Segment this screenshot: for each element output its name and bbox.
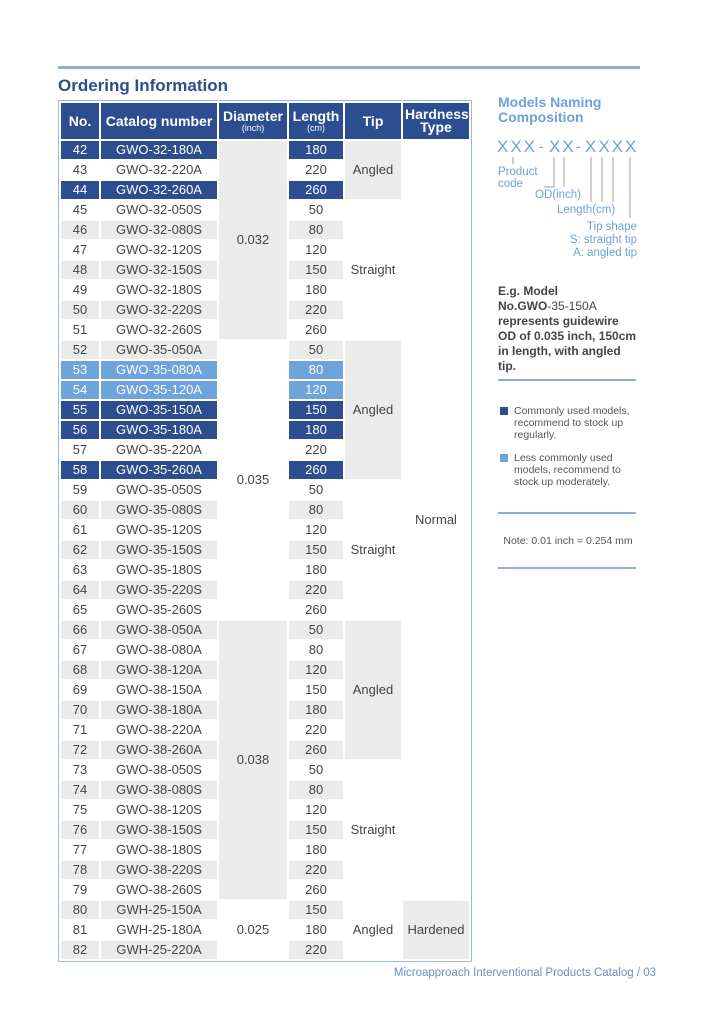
code-dash-1: - [539, 138, 544, 154]
cell-catalog-number: GWO-38-180A [101, 701, 217, 719]
divider-3 [498, 567, 636, 569]
cell-catalog-number: GWO-38-050A [101, 621, 217, 639]
cell-hardness: Hardened [403, 901, 469, 959]
label-length: Length(cm) [557, 204, 616, 216]
label-product-code: Product [498, 166, 538, 178]
cell-catalog-number: GWO-38-080S [101, 781, 217, 799]
cell-no: 57 [72, 442, 88, 457]
cell-catalog-number: GWO-38-260A [101, 741, 217, 759]
col-header-tip: Tip [345, 103, 401, 139]
cell-no: 50 [61, 301, 99, 319]
cell-no: 47 [72, 242, 88, 257]
cell-length: 50 [308, 762, 324, 777]
cell-no: 75 [72, 802, 88, 817]
cell-catalog-number: GWH-25-180A [116, 922, 202, 937]
cell-length: 220 [305, 722, 327, 737]
cell-tip: Angled [345, 901, 401, 959]
cell-length: 120 [289, 661, 343, 679]
cell-length: 220 [289, 941, 343, 959]
page-footer: Microapproach Interventional Products Catalog / 03 [393, 967, 656, 979]
cell-no: 49 [72, 282, 88, 297]
cell-no: 79 [72, 882, 88, 897]
cell-catalog-number: GWO-35-050S [116, 482, 202, 497]
cell-length: 150 [289, 261, 343, 279]
cell-length: 80 [289, 361, 343, 379]
legend-less-common: Less commonly used models, recommend to stock up moderately. [498, 452, 640, 488]
cell-diameter: 0.025 [219, 901, 287, 959]
cell-no: 53 [61, 361, 99, 379]
cell-diameter: 0.035 [219, 341, 287, 619]
cell-no: 59 [72, 482, 88, 497]
unit-note: Note: 0.01 inch = 0.254 mm [503, 535, 633, 547]
cell-catalog-number: GWO-35-120S [116, 522, 202, 537]
cell-catalog-number: GWO-35-260S [116, 602, 202, 617]
cell-no: 81 [72, 922, 88, 937]
cell-catalog-number: GWO-38-080A [116, 642, 202, 657]
cell-no: 58 [61, 461, 99, 479]
cell-catalog-number: GWO-35-220S [101, 581, 217, 599]
cell-no: 45 [72, 202, 88, 217]
table-row [61, 141, 469, 159]
cell-no: 60 [61, 501, 99, 519]
table-body [61, 141, 469, 959]
cell-catalog-number: GWO-32-150S [101, 261, 217, 279]
cell-length: 180 [305, 922, 327, 937]
cell-catalog-number: GWH-25-150A [101, 901, 217, 919]
cell-no: 67 [72, 642, 88, 657]
cell-hardness: Normal [403, 141, 469, 899]
cell-no: 69 [72, 682, 88, 697]
cell-catalog-number: GWO-38-260S [116, 882, 202, 897]
cell-length: 180 [289, 141, 343, 159]
label-angled: A: angled tip [573, 247, 637, 259]
col-header-no: No. [61, 103, 99, 139]
code-part-3: XXXX [585, 137, 639, 156]
cell-no: 54 [61, 381, 99, 399]
cell-no: 73 [72, 762, 88, 777]
cell-no: 66 [61, 621, 99, 639]
cell-no: 77 [72, 842, 88, 857]
cell-no: 62 [61, 541, 99, 559]
cell-length: 180 [305, 562, 327, 577]
cell-length: 220 [289, 861, 343, 879]
label-od: OD(inch) [535, 189, 582, 201]
divider-2 [498, 512, 636, 514]
ordering-table [58, 100, 472, 962]
cell-catalog-number: GWO-32-260A [101, 181, 217, 199]
code-part-1: XXX [497, 137, 538, 156]
label-product-code-2: code [498, 178, 523, 190]
cell-length: 260 [289, 741, 343, 759]
cell-catalog-number: GWO-38-150A [116, 682, 202, 697]
cell-catalog-number: GWO-32-220A [116, 162, 202, 177]
cell-catalog-number: GWO-38-120S [116, 802, 202, 817]
cell-length: 80 [289, 781, 343, 799]
cell-length: 260 [305, 602, 327, 617]
cell-length: 150 [305, 682, 327, 697]
cell-catalog-number: GWO-35-180A [101, 421, 217, 439]
cell-no: 65 [72, 602, 88, 617]
cell-catalog-number: GWO-38-220S [101, 861, 217, 879]
cell-catalog-number: GWO-32-180A [101, 141, 217, 159]
cell-length: 260 [305, 322, 327, 337]
top-rule [58, 66, 640, 69]
label-straight: S: straight tip [569, 234, 637, 246]
cell-length: 120 [305, 522, 327, 537]
cell-catalog-number: GWO-38-150S [101, 821, 217, 839]
cell-catalog-number: GWO-35-180S [116, 562, 202, 577]
col-header-catalog: Catalog number [101, 103, 217, 139]
cell-length: 150 [289, 541, 343, 559]
cell-no: 52 [61, 341, 99, 359]
cell-catalog-number: GWO-32-180S [116, 282, 202, 297]
cell-no: 56 [61, 421, 99, 439]
cell-length: 150 [289, 821, 343, 839]
cell-tip: Straight [345, 481, 401, 619]
cell-diameter: 0.038 [219, 621, 287, 899]
cell-catalog-number: GWO-35-150A [101, 401, 217, 419]
cell-no: 46 [61, 221, 99, 239]
cell-catalog-number: GWO-35-080A [101, 361, 217, 379]
cell-catalog-number: GWO-35-220A [116, 442, 202, 457]
cell-tip: Angled [345, 341, 401, 479]
cell-diameter: 0.032 [219, 141, 287, 339]
cell-no: 71 [72, 722, 88, 737]
page-title: Ordering Information [58, 76, 228, 95]
cell-tip: Straight [345, 761, 401, 899]
cell-length: 260 [289, 461, 343, 479]
cell-catalog-number: GWO-32-260S [116, 322, 202, 337]
cell-length: 180 [289, 701, 343, 719]
cell-no: 61 [72, 522, 88, 537]
cell-length: 180 [305, 842, 327, 857]
cell-length: 50 [289, 621, 343, 639]
col-header-length: Length (cm) [289, 103, 343, 139]
cell-tip: Angled [345, 141, 401, 199]
cell-no: 64 [61, 581, 99, 599]
cell-catalog-number: GWO-32-220S [101, 301, 217, 319]
cell-no: 74 [61, 781, 99, 799]
cell-length: 120 [289, 381, 343, 399]
cell-catalog-number: GWO-35-150S [101, 541, 217, 559]
cell-tip: Angled [345, 621, 401, 759]
cell-length: 80 [289, 501, 343, 519]
legend-light-swatch [500, 454, 508, 462]
cell-catalog-number: GWH-25-220A [101, 941, 217, 959]
cell-no: 44 [61, 181, 99, 199]
cell-length: 180 [289, 421, 343, 439]
code-dash-2: - [576, 138, 581, 154]
cell-no: 43 [72, 162, 88, 177]
cell-tip: Straight [345, 201, 401, 339]
cell-length: 180 [305, 282, 327, 297]
cell-length: 220 [305, 442, 327, 457]
cell-length: 150 [289, 401, 343, 419]
col-header-diameter: Diameter (inch) [219, 103, 287, 139]
cell-length: 260 [305, 882, 327, 897]
cell-no: 76 [61, 821, 99, 839]
cell-catalog-number: GWO-38-180S [116, 842, 202, 857]
cell-length: 50 [289, 341, 343, 359]
cell-length: 150 [289, 901, 343, 919]
cell-length: 80 [308, 642, 324, 657]
cell-catalog-number: GWO-35-120A [101, 381, 217, 399]
cell-no: 72 [61, 741, 99, 759]
legend-dark-swatch [500, 407, 508, 415]
example-text: E.g. Model No.GWO-35-150A represents guidewire OD of 0.035 inch, 150cm in length, with angled tip. [498, 284, 637, 373]
naming-diagram [494, 132, 644, 272]
cell-no: 82 [61, 941, 99, 959]
cell-catalog-number: GWO-32-120S [116, 242, 202, 257]
cell-no: 42 [61, 141, 99, 159]
table-header-row [61, 103, 469, 139]
cell-length: 220 [289, 581, 343, 599]
cell-catalog-number: GWO-35-080S [101, 501, 217, 519]
cell-catalog-number: GWO-38-050S [116, 762, 202, 777]
cell-length: 120 [305, 802, 327, 817]
cell-length: 120 [305, 242, 327, 257]
cell-length: 50 [308, 202, 324, 217]
cell-no: 63 [72, 562, 88, 577]
cell-no: 51 [72, 322, 88, 337]
cell-no: 70 [61, 701, 99, 719]
cell-no: 80 [61, 901, 99, 919]
cell-no: 78 [61, 861, 99, 879]
cell-length: 260 [289, 181, 343, 199]
legend-common: Commonly used models, recommend to stock up regularly. [498, 405, 640, 441]
cell-catalog-number: GWO-32-080S [101, 221, 217, 239]
cell-no: 68 [61, 661, 99, 679]
cell-length: 220 [289, 301, 343, 319]
divider-1 [498, 379, 636, 381]
cell-catalog-number: GWO-32-050S [116, 202, 202, 217]
cell-catalog-number: GWO-38-120A [101, 661, 217, 679]
cell-catalog-number: GWO-35-260A [101, 461, 217, 479]
cell-no: 55 [61, 401, 99, 419]
cell-no: 48 [61, 261, 99, 279]
cell-length: 220 [305, 162, 327, 177]
naming-title: Models Naming Composition [498, 94, 602, 125]
code-part-2: XX [549, 137, 576, 156]
label-tip-shape: Tip shape [586, 221, 637, 233]
cell-length: 80 [289, 221, 343, 239]
cell-length: 50 [308, 482, 324, 497]
col-header-hardness: Hardness Type [403, 103, 469, 139]
table-row [61, 901, 469, 919]
cell-catalog-number: GWO-35-050A [101, 341, 217, 359]
cell-catalog-number: GWO-38-220A [116, 722, 202, 737]
